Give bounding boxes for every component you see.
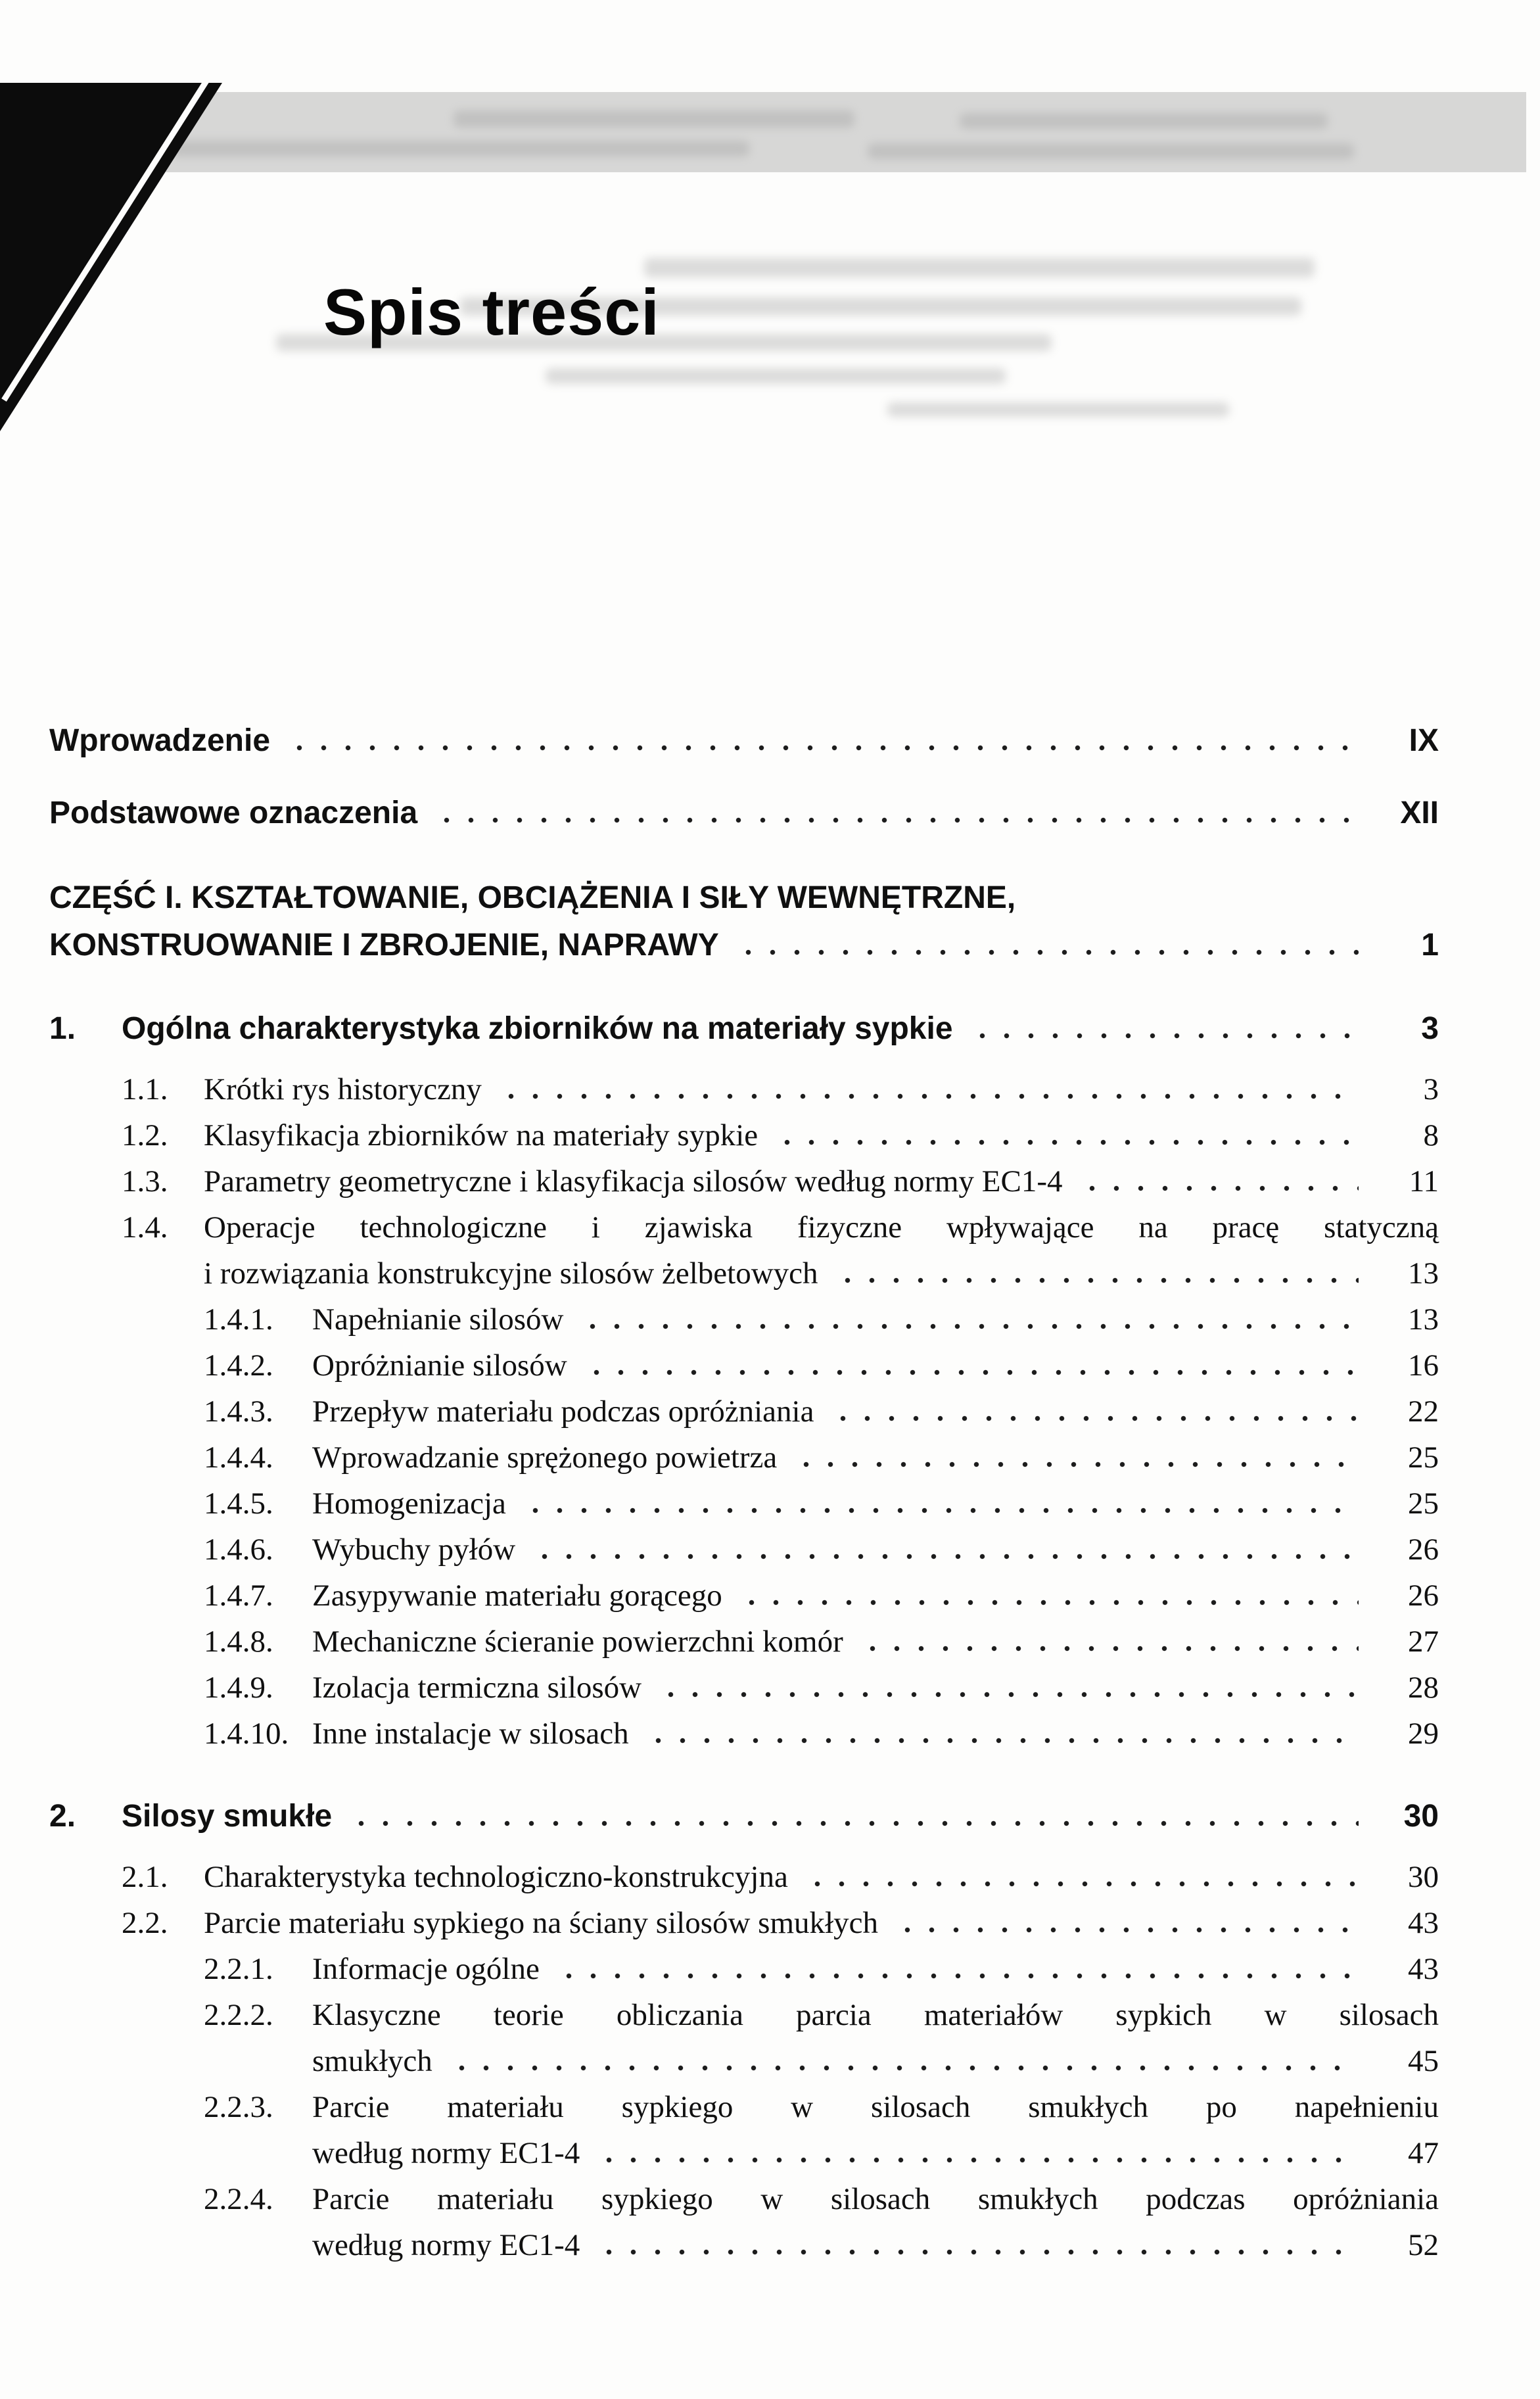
entry-title: Parcie materiału sypkiego w silosach smukłych po napełnieniu	[312, 2090, 1439, 2124]
entry-title: Zasypywanie materiału gorącego	[312, 1579, 722, 1613]
toc-list	[49, 718, 1439, 2268]
toc-front-row	[49, 718, 1439, 764]
page-number: 26	[1408, 1532, 1439, 1567]
entry-number: 1.4.10.	[204, 1717, 289, 1751]
page-number: 13	[1408, 1256, 1439, 1291]
dot-leader	[739, 1600, 1359, 1605]
dot-leader	[349, 1820, 1359, 1826]
entry-title: Wprowadzenie	[49, 723, 271, 758]
toc-entry-row	[49, 1481, 1439, 1527]
toc-entry-row	[49, 1204, 1439, 1250]
entry-title: Wprowadzanie sprężonego powietrza	[312, 1440, 778, 1475]
page-number: IX	[1409, 723, 1439, 758]
toc-entry-row	[49, 1435, 1439, 1481]
toc-entry-row	[49, 1900, 1439, 1946]
entry-title: Inne instalacje w silosach	[312, 1717, 629, 1751]
page-number: 11	[1409, 1164, 1439, 1199]
page-number: 8	[1423, 1118, 1439, 1152]
entry-number: 1.1.	[122, 1072, 168, 1106]
dot-leader	[597, 2157, 1359, 2163]
toc-chapter-row	[49, 1006, 1439, 1052]
bleedthrough-smudge	[644, 258, 1315, 277]
dot-leader	[835, 1277, 1359, 1283]
dot-leader	[450, 2065, 1359, 2071]
entry-title: według normy EC1-4	[312, 2228, 580, 2262]
entry-title: według normy EC1-4	[312, 2136, 580, 2170]
toc-entry-row	[49, 1296, 1439, 1342]
dot-leader	[434, 817, 1359, 823]
bleedthrough-smudge	[868, 143, 1354, 159]
dot-leader	[659, 1692, 1359, 1698]
page-number: 26	[1408, 1579, 1439, 1613]
entry-title: Klasyczne teorie obliczania parcia materiałów sypkich w silosach	[312, 1998, 1439, 2032]
dot-leader	[580, 1323, 1359, 1329]
toc-front-row	[49, 790, 1439, 836]
toc-entry-row	[49, 2176, 1439, 2222]
toc-entry-row	[49, 2222, 1439, 2268]
entry-title: Wybuchy pyłów	[312, 1532, 516, 1567]
entry-title: Klasyfikacja zbiorników na materiały sypkie	[204, 1118, 758, 1152]
entry-number: 2.2.3.	[204, 2090, 273, 2124]
toc-entry-row	[49, 2084, 1439, 2130]
dot-leader	[831, 1415, 1359, 1421]
page-number: 1	[1421, 928, 1439, 962]
toc-chapter-row	[49, 1793, 1439, 1840]
toc-entry-row	[49, 1711, 1439, 1757]
toc-entry-row	[49, 1342, 1439, 1389]
entry-number: 2.2.1.	[204, 1952, 273, 1986]
entry-title: Krótki rys historyczny	[204, 1072, 482, 1106]
corner-triangle	[0, 83, 222, 431]
page-number: 30	[1408, 1860, 1439, 1894]
page-number: 25	[1408, 1440, 1439, 1475]
dot-leader	[970, 1033, 1359, 1039]
dot-leader	[532, 1554, 1359, 1559]
dot-leader	[287, 745, 1359, 751]
dot-leader	[646, 1738, 1359, 1744]
entry-number: 2.1.	[122, 1860, 168, 1894]
entry-number: 1.4.1.	[204, 1302, 273, 1337]
bleedthrough-band	[42, 92, 1526, 172]
entry-number: 1.4.7.	[204, 1579, 273, 1613]
entry-number: 2.2.2.	[204, 1998, 273, 2032]
entry-title: Charakterystyka technologiczno-konstrukcyjna	[204, 1860, 788, 1894]
dot-leader	[499, 1093, 1359, 1099]
entry-number: 1.4.9.	[204, 1671, 273, 1705]
toc-entry-row	[49, 1250, 1439, 1296]
entry-number: 2.2.4.	[204, 2182, 273, 2216]
entry-number: 1.2.	[122, 1118, 168, 1152]
entry-title: Parcie materiału sypkiego w silosach smukłych podczas opróżniania	[312, 2182, 1439, 2216]
dot-leader	[860, 1646, 1359, 1651]
entry-title: Silosy smukłe	[122, 1799, 333, 1834]
entry-number: 2.2.	[122, 1906, 168, 1940]
page-number: 27	[1408, 1625, 1439, 1659]
dot-leader	[775, 1139, 1359, 1145]
toc-part-heading	[49, 922, 1439, 969]
toc-entry-row	[49, 1158, 1439, 1204]
toc-entry-row	[49, 1389, 1439, 1435]
page-number: XII	[1400, 796, 1439, 830]
entry-title: Ogólna charakterystyka zbiorników na materiały sypkie	[122, 1011, 953, 1046]
page-title: Spis treści	[323, 275, 660, 349]
bleedthrough-smudge	[171, 141, 749, 156]
entry-title: i rozwiązania konstrukcyjne silosów żelbetowych	[204, 1256, 818, 1291]
bleedthrough-smudge	[546, 368, 1006, 384]
entry-number: 1.	[49, 1011, 76, 1046]
entry-number: 1.4.6.	[204, 1532, 273, 1567]
entry-number: 1.3.	[122, 1164, 168, 1199]
entry-title: Informacje ogólne	[312, 1952, 540, 1986]
page-number: 43	[1408, 1906, 1439, 1940]
page-number: 28	[1408, 1671, 1439, 1705]
entry-number: 1.4.8.	[204, 1625, 273, 1659]
page-number: 3	[1423, 1072, 1439, 1106]
toc-entry-row	[49, 2038, 1439, 2084]
page-number: 47	[1408, 2136, 1439, 2170]
page-number: 52	[1408, 2228, 1439, 2262]
toc-part-heading	[49, 874, 1439, 922]
entry-title: Homogenizacja	[312, 1486, 506, 1521]
dot-leader	[523, 1508, 1359, 1513]
page-number: 3	[1421, 1011, 1439, 1046]
entry-title: Napełnianie silosów	[312, 1302, 564, 1337]
page-number: 29	[1408, 1717, 1439, 1751]
toc-entry-row	[49, 1527, 1439, 1573]
entry-title: KONSTRUOWANIE I ZBROJENIE, NAPRAWY	[49, 928, 719, 962]
entry-number: 1.4.2.	[204, 1348, 273, 1383]
entry-number: 1.4.	[122, 1210, 168, 1245]
entry-number: 1.4.4.	[204, 1440, 273, 1475]
entry-title: Opróżnianie silosów	[312, 1348, 567, 1383]
entry-title: Mechaniczne ścieranie powierzchni komór	[312, 1625, 843, 1659]
toc-entry-row	[49, 1066, 1439, 1112]
dot-leader	[1080, 1185, 1359, 1191]
page-number: 30	[1403, 1799, 1439, 1834]
toc-entry-row	[49, 1573, 1439, 1619]
dot-leader	[584, 1369, 1359, 1375]
dot-leader	[597, 2249, 1359, 2255]
page-number: 16	[1408, 1348, 1439, 1383]
page-number: 45	[1408, 2044, 1439, 2078]
dot-leader	[557, 1973, 1359, 1979]
entry-title: Parcie materiału sypkiego na ściany silosów smukłych	[204, 1906, 878, 1940]
bleedthrough-smudge	[887, 402, 1229, 417]
entry-title: CZĘŚĆ I. KSZTAŁTOWANIE, OBCIĄŻENIA I SIŁY WEWNĘTRZNE,	[49, 880, 1016, 915]
bleedthrough-smudge	[960, 113, 1328, 129]
page-number: 22	[1408, 1394, 1439, 1429]
page-number: 25	[1408, 1486, 1439, 1521]
dot-leader	[805, 1881, 1359, 1887]
entry-number: 1.4.5.	[204, 1486, 273, 1521]
entry-number: 1.4.3.	[204, 1394, 273, 1429]
entry-title: smukłych	[312, 2044, 432, 2078]
dot-leader	[736, 949, 1359, 955]
toc-entry-row	[49, 1946, 1439, 1992]
toc-entry-row	[49, 1854, 1439, 1900]
toc-entry-row	[49, 1992, 1439, 2038]
toc-entry-row	[49, 2130, 1439, 2176]
page-number: 13	[1408, 1302, 1439, 1337]
entry-title: Operacje technologiczne i zjawiska fizyczne wpływające na pracę statyczną	[204, 1210, 1439, 1245]
entry-title: Podstawowe oznaczenia	[49, 796, 418, 830]
bleedthrough-smudge	[454, 110, 854, 128]
toc-entry-row	[49, 1619, 1439, 1665]
entry-number: 2.	[49, 1799, 76, 1834]
toc-entry-row	[49, 1665, 1439, 1711]
entry-title: Przepływ materiału podczas opróżniania	[312, 1394, 814, 1429]
page-number: 43	[1408, 1952, 1439, 1986]
dot-leader	[895, 1927, 1359, 1933]
dot-leader	[794, 1461, 1359, 1467]
entry-title: Parametry geometryczne i klasyfikacja silosów według normy EC1-4	[204, 1164, 1063, 1199]
entry-title: Izolacja termiczna silosów	[312, 1671, 642, 1705]
toc-entry-row	[49, 1112, 1439, 1158]
